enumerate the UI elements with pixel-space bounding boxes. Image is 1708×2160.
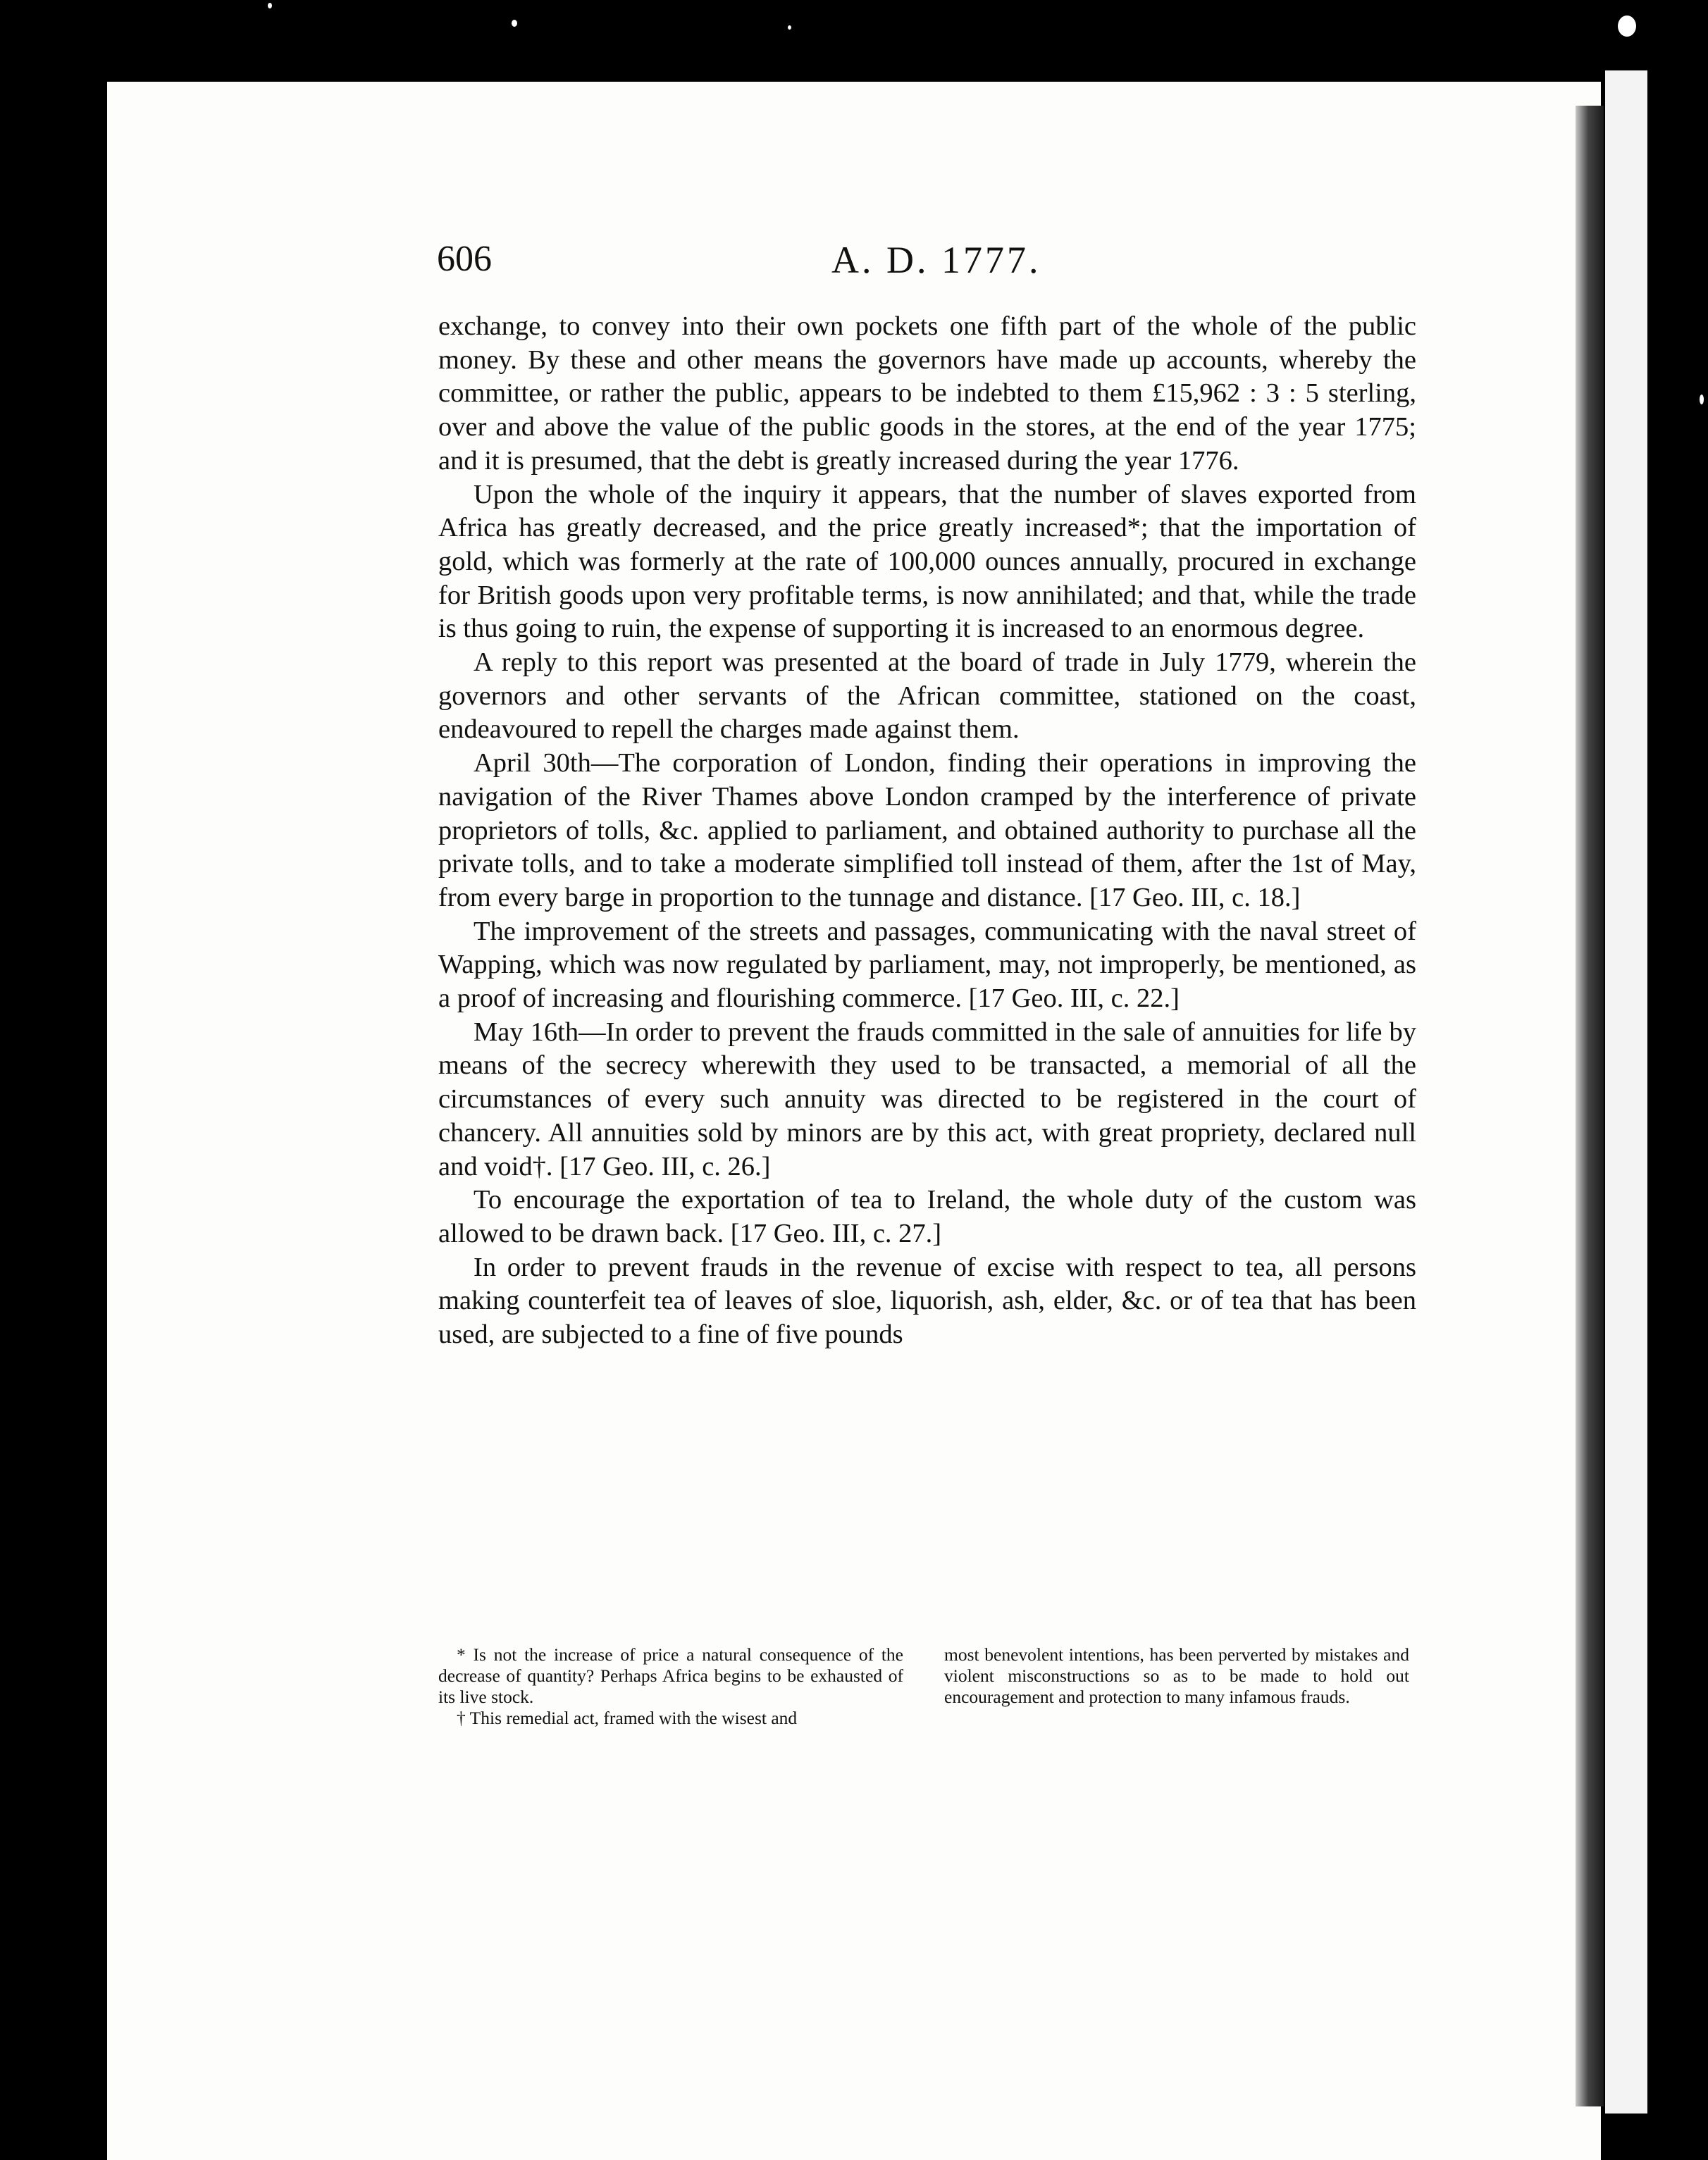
main-text (438, 310, 1416, 1352)
paragraph: The improvement of the streets and passages, communicating with the naval street of Wapping, which was now regulated by parliament, may, not improperly, be mentioned, as a proof of increasing and flourishing commerce. [17 Geo. III, c. 22.] (438, 916, 1416, 1014)
paragraph: April 30th—The corporation of London, finding their operations in improving the navigation of the River Thames above London cramped by the interference of private proprietors of tolls, &c. applied to parliament, and obtained authority to purchase all the private tolls, and to take a moderate simplified toll instead of them, after the 1st of May, from every barge in proportion to the tunnage and distance. [17 Geo. III, c. 18.] (438, 748, 1416, 912)
paragraph: Upon the whole of the inquiry it appears, that the number of slaves exported from Africa has greatly decreased, and the price greatly increased*; that the importation of gold, which was formerly at the rate of 100,000 ounces annually, procured in exchange for British goods upon very profitable terms, is now annihilated; and that, while the trade is thus going to ruin, the expense of supporting it is increased to an enormous degree. (438, 479, 1416, 644)
page-number: 606 (437, 239, 492, 279)
footnote-continued: most benevolent intentions, has been perverted by mistakes and violent misconstructions so as to be made to hold out encouragement and protection to many infamous frauds. (944, 1644, 1409, 1707)
page-header (437, 238, 1416, 287)
running-title: A. D. 1777. (831, 239, 1041, 281)
paragraph: May 16th—In order to prevent the frauds committed in the sale of annuities for life by means of the secrecy wherewith they used to be transacted, a memorial of all the circumstances of every such annuity was directed to be registered in the court of chancery. All annuities sold by minors are by this act, with great propriety, declared null and void†. [17 Geo. III, c. 26.] (438, 1017, 1416, 1181)
paragraph: In order to prevent frauds in the revenue of excise with respect to tea, all persons making counterfeit tea of leaves of sloe, liquorish, ash, elder, &c. or of tea that has been used, are subjected to a fine of five pounds (438, 1252, 1416, 1350)
footnote: * Is not the increase of price a natural consequence of the decrease of quantity? Perhaps Africa begins to be exhausted of its live stock. (438, 1644, 903, 1707)
book-spine-shadow (1576, 106, 1604, 2106)
scan-speck (268, 3, 272, 8)
scan-speck (512, 20, 517, 27)
scan-speck (788, 25, 791, 30)
paragraph: To encourage the exportation of tea to Ireland, the whole duty of the custom was allowed to be drawn back. [17 Geo. III, c. 27.] (438, 1185, 1416, 1248)
footnote: † This remedial act, framed with the wisest and (457, 1708, 798, 1728)
footnotes (438, 1644, 1416, 1750)
paragraph: A reply to this report was presented at the board of trade in July 1779, wherein the governors and other servants of the African committee, stationed on the coast, endeavoured to repell the charges made against them. (438, 647, 1416, 745)
facing-page-edge (1605, 70, 1647, 2114)
scan-speck (1618, 15, 1636, 37)
paragraph-continued: exchange, to convey into their own pockets one fifth part of the whole of the public money. By these and other means the governors have made up accounts, whereby the committee, or rather the public, appears to be indebted to them £15,962 : 3 : 5 sterling, over and above the value of the public goods in the stores, at the end of the year 1775; and it is presumed, that the debt is greatly increased during the year 1776. (438, 311, 1416, 476)
footnotes-right-column (944, 1644, 1409, 1708)
footnotes-left-column (438, 1644, 903, 1729)
scan-speck (1700, 395, 1704, 404)
